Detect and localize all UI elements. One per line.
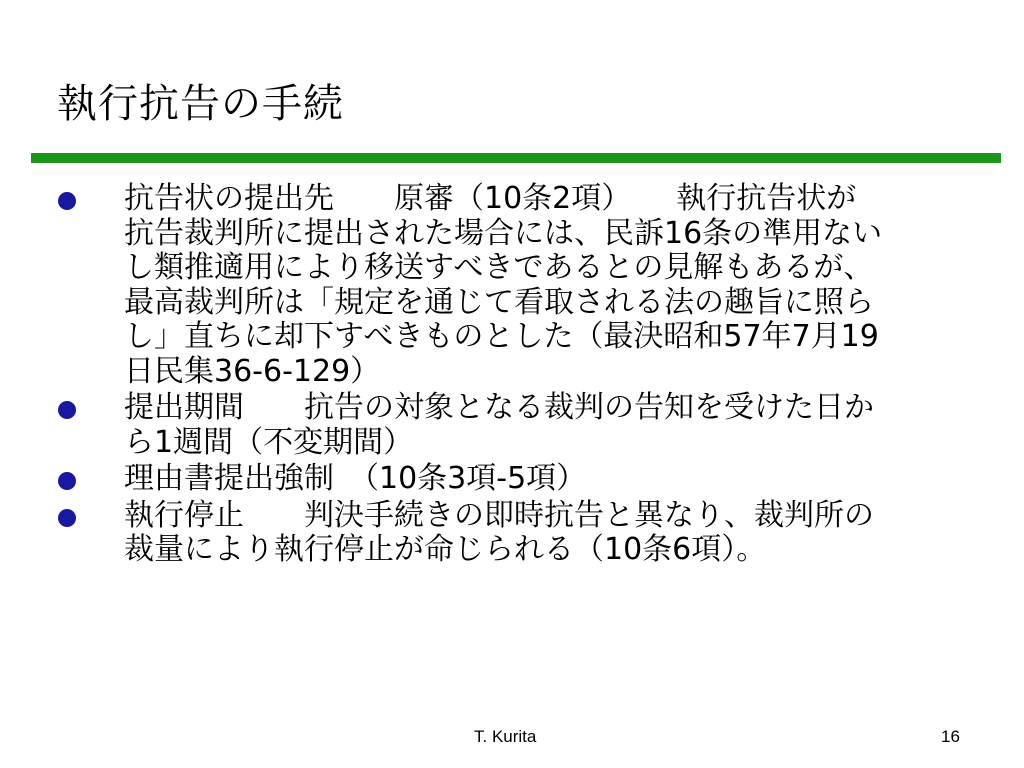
footer-page-number: 16 (941, 727, 960, 746)
bullet-text-line: 執行停止 判決手続きの即時抗告と異なり、裁判所の (124, 497, 874, 533)
title-divider (31, 153, 1001, 163)
bullet-text-line: し類推適用により移送すべきであるとの見解もあるが、 (124, 250, 874, 285)
bullet-dot-icon (58, 401, 76, 419)
bullet-text-line: 抗告裁判所に提出された場合には、民訴16条の準用ない (124, 215, 883, 251)
bullet-text-line: し」直ちに却下すべきものとした（最決昭和57年7月19 (124, 319, 879, 354)
bullet-text-line: 理由書提出強制 （10条3項-5項） (124, 461, 587, 496)
bullet-dot-icon (58, 509, 76, 527)
bullet-text-line: 抗告状の提出先 原審（10条2項） 執行抗告状が (124, 181, 857, 216)
bullet-dot-icon (58, 472, 76, 490)
bullet-item-execution-stay (58, 499, 988, 568)
footer-author: T. Kurita (474, 727, 537, 746)
bullet-text-line: 日民集36-6-129） (124, 353, 381, 389)
bullet-dot-icon (58, 192, 76, 210)
bullet-text-line: 裁量により執行停止が命じられる（10条6項）。 (124, 532, 767, 567)
bullet-item-submission-period (58, 391, 988, 460)
bullet-text-line: ら1週間（不変期間） (124, 424, 414, 460)
bullet-text-line: 提出期間 抗告の対象となる裁判の告知を受けた日か (124, 390, 874, 425)
bullet-text-line: 最高裁判所は「規定を通じて看取される法の趣旨に照ら (124, 284, 874, 320)
slide-title: 執行抗告の手続 (57, 81, 344, 127)
bullet-item-reason-statement (58, 462, 988, 497)
bullet-list (58, 182, 988, 570)
bullet-item-submission-destination (58, 182, 988, 389)
